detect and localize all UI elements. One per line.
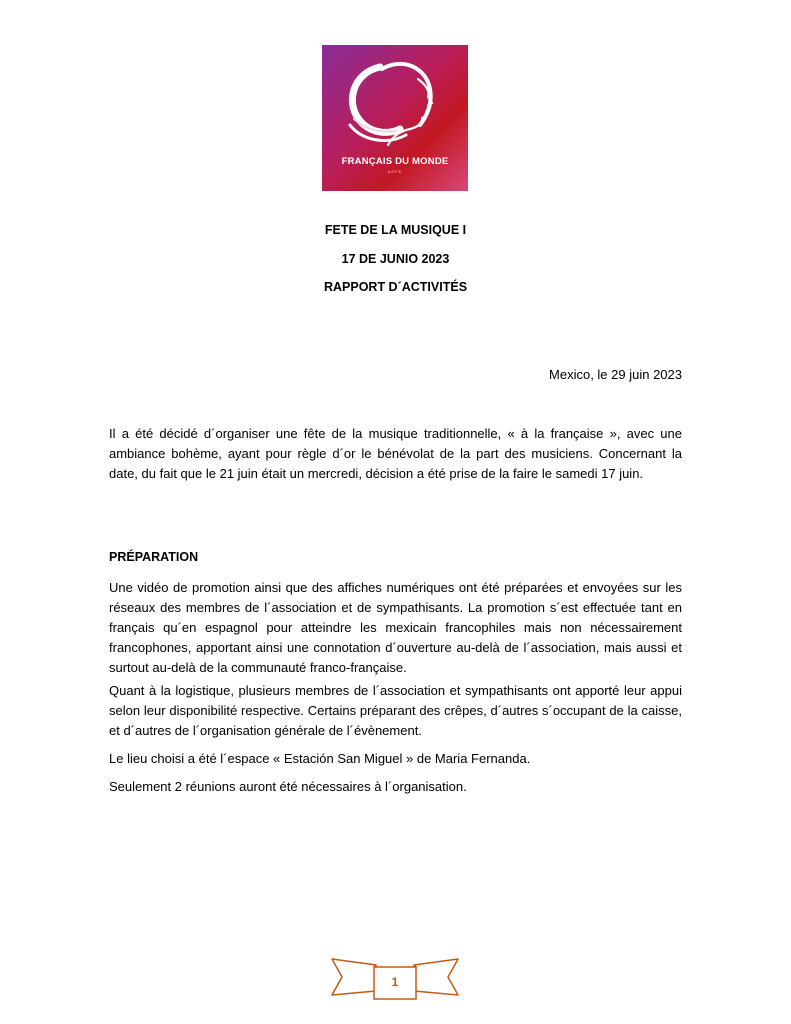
page-number: 1 [391,975,399,989]
heading-date: 17 DE JUNIO 2023 [341,252,450,266]
logo-title: FRANÇAIS DU MONDE [341,156,449,167]
heading-report: RAPPORT D´ACTIVITÉS [323,280,468,294]
paragraph-meetings: Seulement 2 réunions auront été nécessaires à l´organisation. [109,779,467,794]
logo [322,45,468,191]
intro-paragraph: Il a été décidé d´organiser une fête de la musique traditionnelle, « à la française », avec une ambiance bohème, ayant pour règle d´or le bénévolat de la part des musiciens. Concernant la date, du fait que le 21 juin était un mercredi, décision a été prise de la faire le samedi 17 juin. [109,426,682,481]
place-date-line: Mexico, le 29 juin 2023 [549,367,682,382]
heading-title: FETE DE LA MUSIQUE I [324,223,467,237]
logo-subtitle: ADFE [387,169,403,174]
paragraph-venue: Le lieu choisi a été l´espace « Estación San Miguel » de Maria Fernanda. [109,751,531,766]
paragraph-promotion: Une vidéo de promotion ainsi que des affiches numériques ont été préparées et envoyées sur les réseaux des membres de l´association et de sympathisants. La promotion s´est effectuée tant en français qu´en espagnol pour atteindre les mexicain francophiles mais non nécessairement francophones, apportant ainsi une connotation d´ouverture au-delà de l´association, mais aussi et surtout au-delà de la communauté franco-française. [109,580,682,675]
paragraph-logistics: Quant à la logistique, plusieurs membres de l´association et sympathisants ont apporté leur appui selon leur disponibilité respective. Certains préparant des crêpes, d´autres s´occupant de la caisse, et d´autres de l´organisation générale de l´évènement. [109,683,682,738]
section-title-preparation: PRÉPARATION [109,550,199,564]
